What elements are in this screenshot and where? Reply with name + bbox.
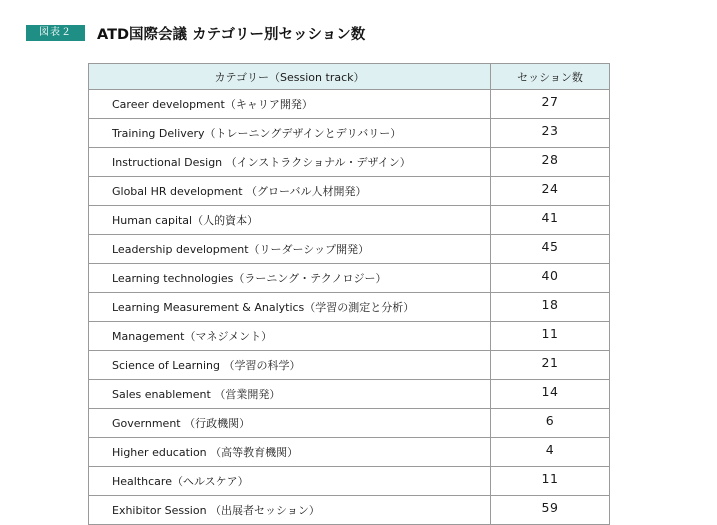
table-row bbox=[89, 119, 610, 148]
table-row bbox=[89, 351, 610, 380]
count-cell: 24 bbox=[491, 177, 610, 206]
category-cell: Sales enablement （営業開発） bbox=[89, 380, 491, 409]
category-cell: Leadership development（リーダーシップ開発） bbox=[89, 235, 491, 264]
table-row bbox=[89, 438, 610, 467]
count-cell: 27 bbox=[491, 90, 610, 119]
table-row bbox=[89, 177, 610, 206]
figure-header bbox=[26, 23, 365, 43]
count-cell: 28 bbox=[491, 148, 610, 177]
count-cell: 59 bbox=[491, 496, 610, 525]
category-column-header: カテゴリー（Session track） bbox=[89, 64, 491, 90]
table-row bbox=[89, 322, 610, 351]
category-cell: Learning Measurement & Analytics（学習の測定と分析） bbox=[89, 293, 491, 322]
table-row bbox=[89, 206, 610, 235]
category-cell: Global HR development （グローバル人材開発） bbox=[89, 177, 491, 206]
table-row bbox=[89, 409, 610, 438]
count-cell: 23 bbox=[491, 119, 610, 148]
count-column-header: セッション数 bbox=[491, 64, 610, 90]
session-count-table bbox=[88, 63, 610, 525]
table-row bbox=[89, 90, 610, 119]
figure-number-badge: 図表２ bbox=[26, 25, 85, 41]
category-cell: Science of Learning （学習の科学） bbox=[89, 351, 491, 380]
category-cell: Higher education （高等教育機関） bbox=[89, 438, 491, 467]
category-cell: Learning technologies（ラーニング・テクノロジー） bbox=[89, 264, 491, 293]
table-row bbox=[89, 148, 610, 177]
figure-title: ATD国際会議 カテゴリー別セッション数 bbox=[97, 26, 366, 43]
category-cell: Management（マネジメント） bbox=[89, 322, 491, 351]
count-cell: 40 bbox=[491, 264, 610, 293]
category-cell: Instructional Design （インストラクショナル・デザイン） bbox=[89, 148, 491, 177]
category-cell: Career development（キャリア開発） bbox=[89, 90, 491, 119]
count-cell: 6 bbox=[491, 409, 610, 438]
table-row bbox=[89, 496, 610, 525]
count-cell: 41 bbox=[491, 206, 610, 235]
table-header-row bbox=[89, 64, 610, 90]
category-cell: Healthcare（ヘルスケア） bbox=[89, 467, 491, 496]
category-cell: Government （行政機関） bbox=[89, 409, 491, 438]
count-cell: 11 bbox=[491, 467, 610, 496]
table-row bbox=[89, 467, 610, 496]
count-cell: 21 bbox=[491, 351, 610, 380]
count-cell: 18 bbox=[491, 293, 610, 322]
count-cell: 45 bbox=[491, 235, 610, 264]
count-cell: 4 bbox=[491, 438, 610, 467]
table-row bbox=[89, 235, 610, 264]
category-cell: Exhibitor Session （出展者セッション） bbox=[89, 496, 491, 525]
table-row bbox=[89, 293, 610, 322]
table-row bbox=[89, 380, 610, 409]
count-cell: 14 bbox=[491, 380, 610, 409]
category-cell: Training Delivery（トレーニングデザインとデリバリー） bbox=[89, 119, 491, 148]
table-row bbox=[89, 264, 610, 293]
count-cell: 11 bbox=[491, 322, 610, 351]
category-cell: Human capital（人的資本） bbox=[89, 206, 491, 235]
